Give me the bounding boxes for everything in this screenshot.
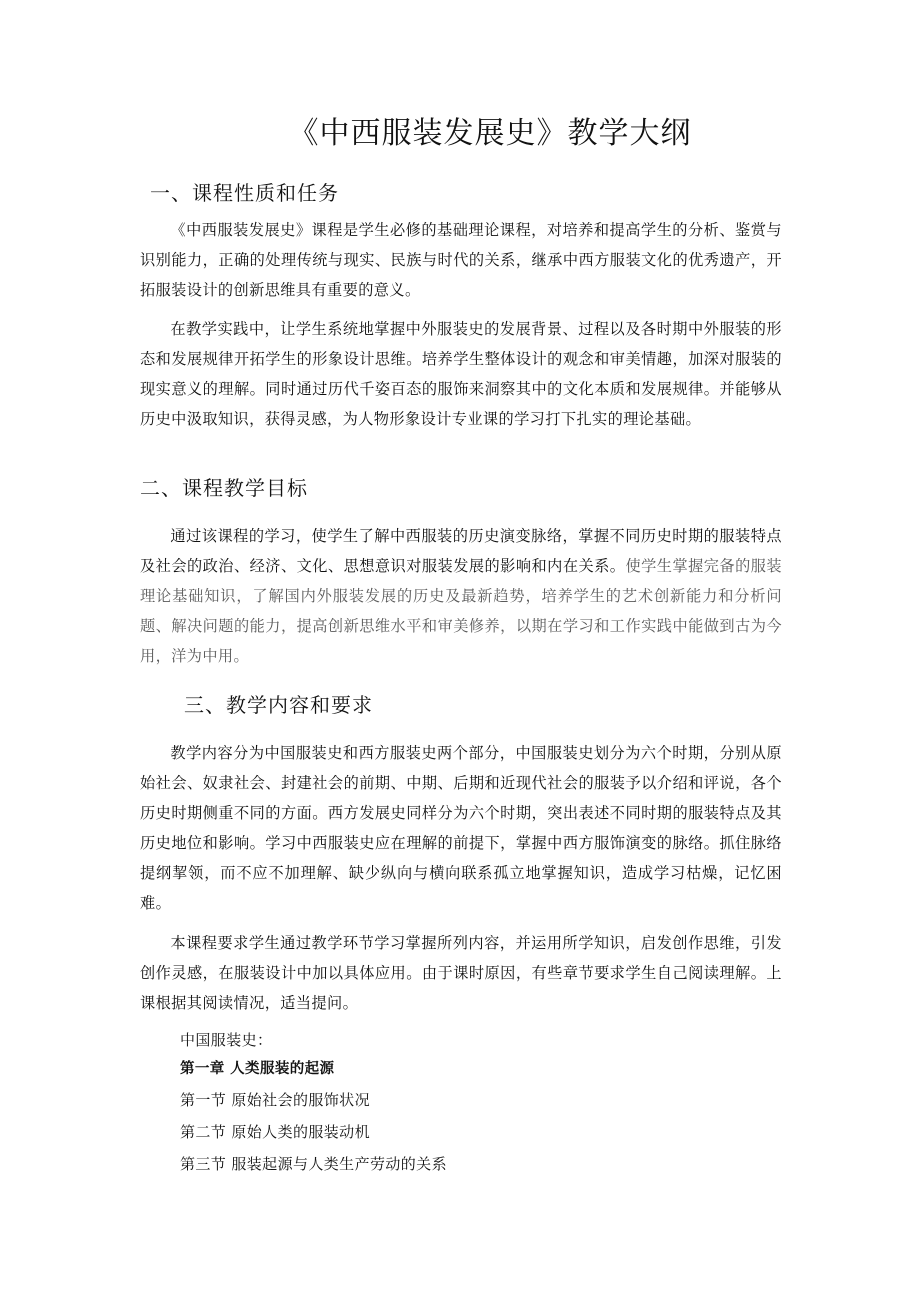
section-2-text-gray: 使学生掌握完备的服装理论基础知识，了解国内外服装发展的历史及最新趋势，培养学生的艺术创新能力和分析问题、解决问题的能力，提高创新思维水平和审美修养，以期在学习和工作实践中能做到古为今用，洋为中用。 [140,557,782,665]
document-title: 《中西服装发展史》教学大纲 [288,116,692,151]
section-3-paragraph-2: 本课程要求学生通过教学环节学习掌握所列内容，并运用所学知识，启发创作思维，引发创作灵感，在服装设计中加以具体应用。由于课时原因，有些章节要求学生自己阅读理解。上课根据其阅读情况，适当提问。 [140,934,782,1012]
section-heading-3: 三、教学内容和要求 [184,693,373,717]
section-3-paragraph-1: 教学内容分为中国服装史和西方服装史两个部分，中国服装史划分为六个时期，分别从原始社会、奴隶社会、封建社会的前期、中期、后期和近现代社会的服装予以介绍和评说，各个历史时期侧重不同的方面。西方发展史同样分为六个时期，突出表述不同时期的服装特点及其历史地位和影响。学习中西服装史应在理解的前提下，掌握中西方服饰演变的脉络。抓住脉络提纲挈领，而不应不加理解、缺少纵向与横向联系孤立地掌握知识，造成学习枯燥，记忆困难。 [140,744,782,912]
section-2-text-main: 通过该课程的学习，使学生了解中西服装的历史演变脉络，掌握不同历史时期的服装特点及社会的政治、经济、文化、思想意识对服装发展的影响和内在关系。 [140,527,782,575]
chapter-heading: 第一章 人类服装的起源 [180,1061,335,1077]
section-1-paragraph-2: 在教学实践中，让学生系统地掌握中外服装史的发展背景、过程以及各时期中外服装的形态和发展规律开拓学生的形象设计思维。培养学生整体设计的观念和审美情趣，加深对服装的现实意义的理解。同时通过历代千姿百态的服饰来洞察其中的文化本质和发展规律。并能够从历史中汲取知识，获得灵感，为人物形象设计专业课的学习打下扎实的理论基础。 [140,320,782,428]
outline-label: 中国服装史： [180,1031,273,1049]
section-heading-1: 一、课程性质和任务 [150,181,339,205]
outline-item-2: 第二节 原始人类的服装动机 [180,1123,370,1141]
section-1-paragraph-1: 《中西服装发展史》课程是学生必修的基础理论课程，对培养和提高学生的分析、鉴赏与识别能力，正确的处理传统与现实、民族与时代的关系，继承中西方服装文化的优秀遗产，开拓服装设计的创新思维具有重要的意义。 [140,221,782,299]
outline-item-1: 第一节 原始社会的服饰状况 [180,1091,370,1109]
outline-item-3: 第三节 服装起源与人类生产劳动的关系 [180,1155,447,1173]
section-2-paragraph [140,521,782,671]
section-heading-2: 二、课程教学目标 [140,476,308,500]
